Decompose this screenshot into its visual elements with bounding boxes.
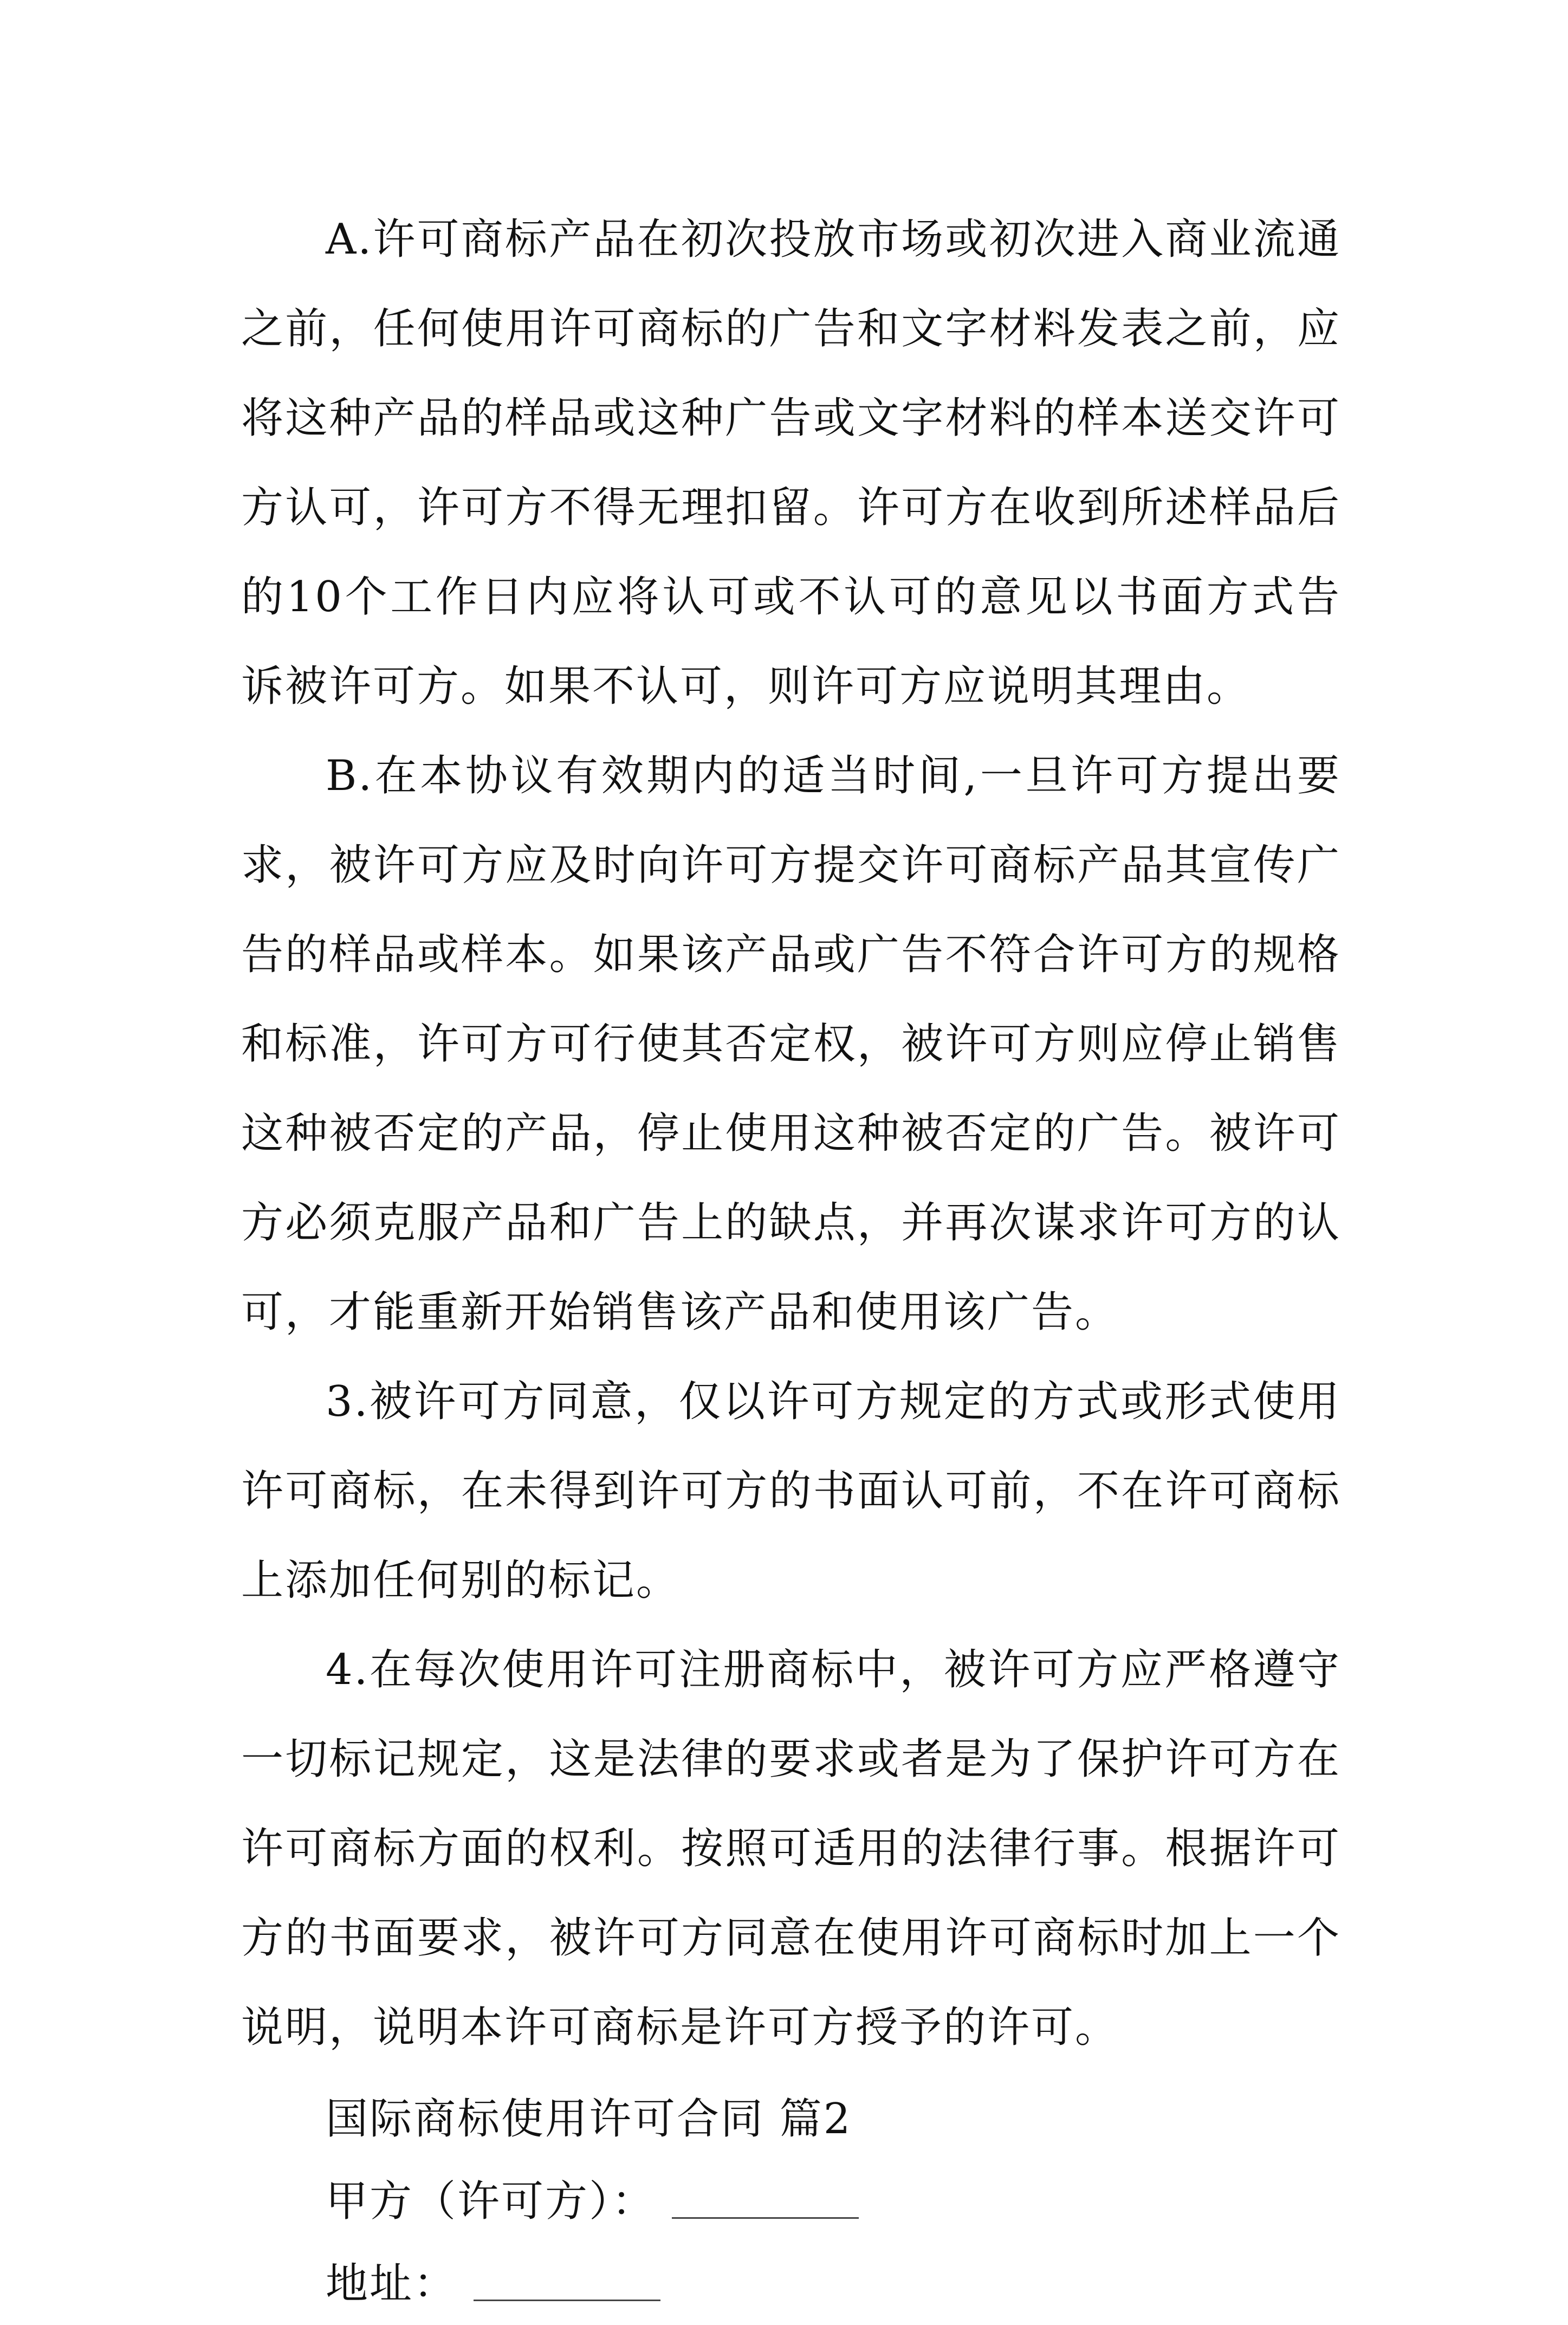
clause-paragraph-4: 4.在每次使用许可注册商标中，被许可方应严格遵守一切标记规定，这是法律的要求或者是为了保护许可方在许可商标方面的权利。按照可适用的法律行事。根据许可方的书面要求，被许可方同意在使用许可商标时加上一个说明，说明本许可商标是许可方授予的许可。 [241, 1646, 1341, 2052]
document-body [241, 195, 1341, 2325]
address-line [241, 2243, 1341, 2325]
address-blank [474, 2262, 660, 2301]
party-a-label: 甲方（许可方）： [326, 2177, 656, 2226]
clause-paragraph-3: 3.被许可方同意，仅以许可方规定的方式或形式使用许可商标，在未得到许可方的书面认可前，不在许可商标上添加任何别的标记。 [241, 1377, 1341, 1605]
clause-paragraph-a: A.许可商标产品在初次投放市场或初次进入商业流通之前，任何使用许可商标的广告和文字材料发表之前，应将这种产品的样品或这种广告或文字材料的样本送交许可方认可，许可方不得无理扣留。许可方在收到所述样品后的10个工作日内应将认可或不认可的意见以书面方式告诉被许可方。如果不认可，则许可方应说明其理由。 [241, 215, 1341, 711]
address-label: 地址： [326, 2259, 458, 2308]
clause-paragraph-b: B.在本协议有效期内的适当时间,一旦许可方提出要求，被许可方应及时向许可方提交许可商标产品其宣传广告的样品或样本。如果该产品或广告不符合许可方的规格和标准，许可方可行使其否定权，被许可方则应停止销售这种被否定的产品，停止使用这种被否定的广告。被许可方必须克服产品和广告上的缺点，并再次谋求许可方的认可，才能重新开始销售该产品和使用该广告。 [241, 752, 1341, 1337]
party-a-line [241, 2160, 1341, 2243]
section-title: 国际商标使用许可合同 篇2 [326, 2095, 852, 2143]
party-a-blank [672, 2179, 859, 2219]
